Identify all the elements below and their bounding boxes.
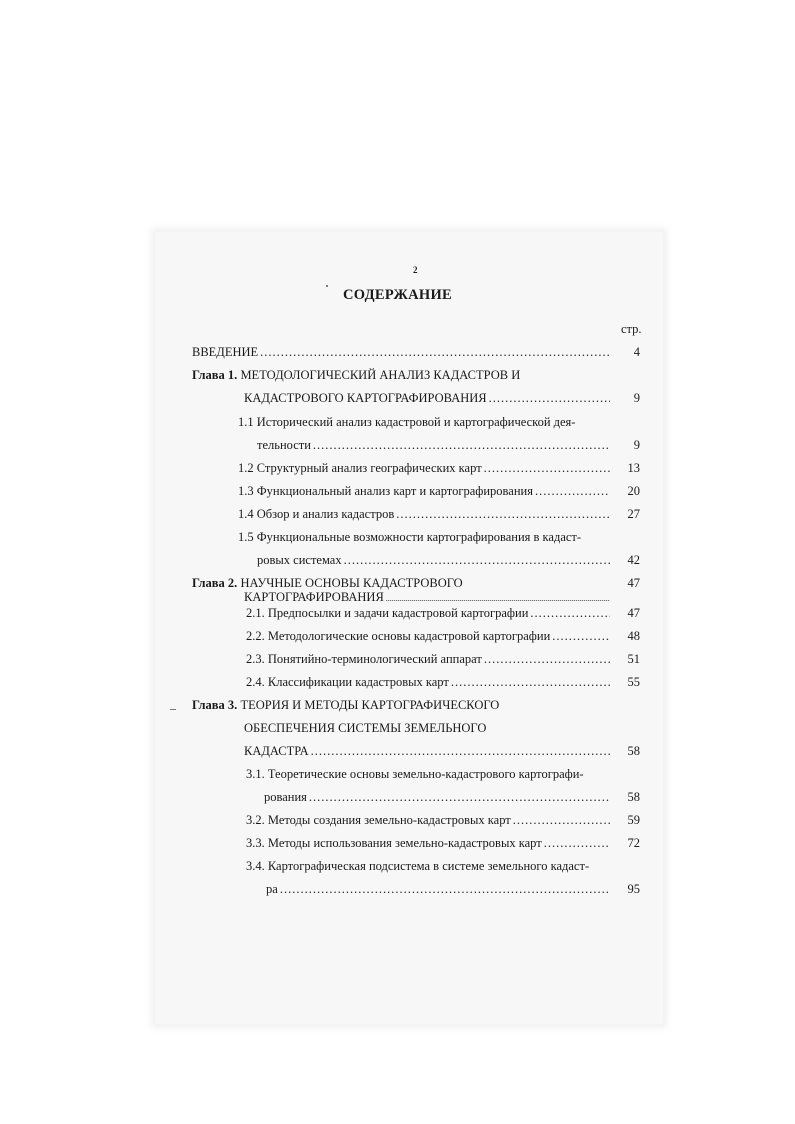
leader-dots (386, 594, 610, 603)
leader-dots (311, 744, 610, 759)
toc-page: 9 (633, 438, 640, 452)
leader-dots (396, 507, 610, 522)
chapter-title-line-1: НАУЧНЫЕ ОСНОВЫ КАДАСТРОВОГО (240, 576, 463, 590)
toc-page: 55 (627, 675, 640, 689)
toc-entry-intro (192, 345, 612, 363)
chapter-title-line-2: КАДАСТРОВОГО КАРТОГРАФИРОВАНИЯ (244, 391, 487, 405)
toc-page: 20 (627, 484, 640, 498)
section-1-3 (238, 484, 612, 502)
chapter-title-line-1: МЕТОДОЛОГИЧЕСКИЙ АНАЛИЗ КАДАСТРОВ И (240, 368, 521, 382)
chapter-title-line-2: КАРТОГРАФИРОВАНИЯ (244, 590, 384, 604)
section-label: ровых системах (257, 553, 342, 567)
section-3-3 (246, 836, 612, 854)
scan-mark (170, 709, 176, 710)
toc-label: ВВЕДЕНИЕ (192, 345, 259, 359)
section-1-2 (238, 461, 612, 479)
toc-page: 13 (627, 461, 640, 475)
toc-page: 27 (627, 507, 640, 521)
section-3-2 (246, 813, 612, 831)
chapter-3-heading (192, 698, 499, 713)
section-label: 1.4 Обзор и анализ кадастров (238, 507, 395, 521)
leader-dots (309, 790, 610, 805)
section-label: 1.3 Функциональный анализ карт и картографирования (238, 484, 533, 498)
chapter-3-line-2: ОБЕСПЕЧЕНИЯ СИСТЕМЫ ЗЕМЕЛЬНОГО (244, 721, 487, 735)
toc-page: 72 (627, 836, 640, 850)
toc-page: 47 (627, 576, 640, 590)
section-label: 1.2 Структурный анализ географических карт (238, 461, 482, 475)
leader-dots (489, 391, 610, 406)
chapter-prefix: Глава 2. (192, 576, 238, 590)
chapter-prefix: Глава 3. (192, 698, 238, 712)
section-label: 2.2. Методологические основы кадастровой картографии (246, 629, 551, 643)
section-3-4-line-1: 3.4. Картографическая подсистема в системе земельного кадаст- (246, 859, 590, 873)
section-label: рования (264, 790, 307, 804)
leader-dots (280, 882, 610, 897)
leader-dots (544, 836, 610, 851)
toc-page: 42 (627, 553, 640, 567)
leader-dots (535, 484, 610, 499)
toc-page: 58 (627, 744, 640, 758)
toc-page: 51 (627, 652, 640, 666)
page-title: СОДЕРЖАНИЕ (342, 287, 453, 303)
toc-page: 47 (627, 606, 640, 620)
section-1-5-line-1: 1.5 Функциональные возможности картографирования в кадаст- (238, 530, 582, 544)
chapter-1-line-2 (244, 391, 612, 409)
chapter-1-heading (192, 368, 520, 383)
leader-dots (344, 553, 610, 568)
section-label: 2.3. Понятийно-терминологический аппарат (246, 652, 482, 666)
toc-page: 59 (627, 813, 640, 827)
section-1-4 (238, 507, 612, 525)
section-2-2 (246, 629, 612, 647)
section-3-4-line-2 (266, 882, 612, 900)
toc-page: 95 (627, 882, 640, 896)
chapter-title-line-3: КАДАСТРА (244, 744, 309, 758)
leader-dots (451, 675, 610, 690)
section-3-1-line-2 (264, 790, 612, 808)
chapter-2-heading (192, 576, 463, 591)
leader-dots (260, 345, 610, 360)
toc-page: 4 (633, 345, 640, 359)
leader-dots (552, 629, 610, 644)
leader-dots (513, 813, 610, 828)
leader-dots (484, 461, 610, 476)
leader-dots (313, 438, 610, 453)
page-column-label: стр. (621, 322, 642, 336)
toc-page: 9 (633, 391, 640, 405)
section-1-5-line-2 (257, 553, 612, 571)
chapter-title-line-1: ТЕОРИЯ И МЕТОДЫ КАРТОГРАФИЧЕСКОГО (240, 698, 500, 712)
section-2-1 (246, 606, 612, 624)
section-3-1-line-1: 3.1. Теоретические основы земельно-кадастрового картографи- (246, 767, 584, 781)
toc-page: 58 (627, 790, 640, 804)
section-label: 2.4. Классификации кадастровых карт (246, 675, 449, 689)
section-label: 3.2. Методы создания земельно-кадастровых карт (246, 813, 511, 827)
section-2-3 (246, 652, 612, 670)
page-number: 2 (413, 265, 418, 275)
section-label: тельности (257, 438, 311, 452)
chapter-prefix: Глава 1. (192, 368, 238, 382)
chapter-3-line-3 (244, 744, 612, 762)
section-1-1-line-1: 1.1 Исторический анализ кадастровой и картографической дея- (238, 415, 576, 429)
section-label: 3.3. Методы использования земельно-кадастровых карт (246, 836, 542, 850)
leader-dots (530, 606, 610, 621)
section-1-1-line-2 (257, 438, 612, 456)
leader-dots (484, 652, 610, 667)
section-label: 2.1. Предпосылки и задачи кадастровой картографии (246, 606, 529, 620)
toc-page: 48 (627, 629, 640, 643)
section-label: ра (266, 882, 278, 896)
section-2-4 (246, 675, 612, 693)
